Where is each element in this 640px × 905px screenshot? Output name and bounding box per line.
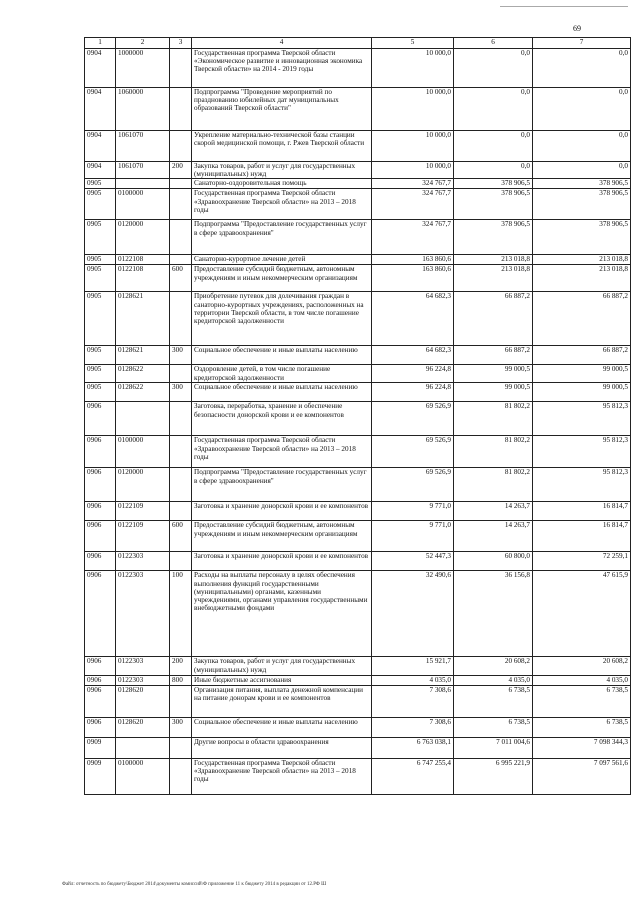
- amount-col7-cell: 213 018,8: [533, 255, 631, 265]
- amount-col7-cell: 95 812,3: [533, 436, 631, 468]
- description-cell: Социальное обеспечение и иные выплаты населению: [192, 346, 372, 365]
- amount-col6-cell: 6 738,5: [454, 717, 533, 737]
- expense-type-cell: [170, 402, 192, 436]
- expense-type-cell: [170, 131, 192, 162]
- description-cell: Подпрограмма "Предоставление государственных услуг в сфере здравоохранения": [192, 468, 372, 502]
- amount-col6-cell: 0,0: [454, 88, 533, 131]
- amount-col5-cell: 15 921,7: [372, 657, 454, 676]
- table-row: [85, 468, 631, 502]
- column-header-7: 7: [533, 38, 631, 49]
- amount-col7-cell: 6 738,5: [533, 685, 631, 717]
- amount-col7-cell: 0,0: [533, 162, 631, 179]
- amount-col7-cell: 6 738,5: [533, 717, 631, 737]
- section-code-cell: 0909: [85, 758, 116, 794]
- amount-col7-cell: 0,0: [533, 131, 631, 162]
- amount-col7-cell: 16 814,7: [533, 502, 631, 521]
- amount-col7-cell: 95 812,3: [533, 468, 631, 502]
- expense-type-cell: [170, 365, 192, 383]
- expense-type-cell: 100: [170, 571, 192, 657]
- description-cell: Предоставление субсидий бюджетным, автономным учреждениям и иным некоммерческим организациям: [192, 265, 372, 292]
- page-number: 69: [573, 24, 581, 33]
- table-row: [85, 657, 631, 676]
- target-code-cell: 0122303: [116, 676, 170, 685]
- amount-col7-cell: 7 097 561,6: [533, 758, 631, 794]
- amount-col5-cell: 10 000,0: [372, 49, 454, 88]
- section-code-cell: 0906: [85, 685, 116, 717]
- description-cell: Предоставление субсидий бюджетным, автономным учреждениям и иным некоммерческим организациям: [192, 521, 372, 552]
- target-code-cell: 0122303: [116, 552, 170, 571]
- column-header-1: 1: [85, 38, 116, 49]
- description-cell: Другие вопросы в области здравоохранения: [192, 737, 372, 758]
- amount-col6-cell: 6 995 221,9: [454, 758, 533, 794]
- amount-col5-cell: 10 000,0: [372, 162, 454, 179]
- target-code-cell: 0100000: [116, 758, 170, 794]
- amount-col7-cell: 213 018,8: [533, 265, 631, 292]
- description-cell: Закупка товаров, работ и услуг для государственных (муниципальных) нужд: [192, 657, 372, 676]
- amount-col7-cell: 16 814,7: [533, 521, 631, 552]
- amount-col7-cell: 66 887,2: [533, 346, 631, 365]
- section-code-cell: 0905: [85, 179, 116, 189]
- column-header-2: 2: [116, 38, 170, 49]
- amount-col5-cell: 52 447,3: [372, 552, 454, 571]
- amount-col7-cell: 7 098 344,3: [533, 737, 631, 758]
- amount-col5-cell: 6 763 038,1: [372, 737, 454, 758]
- table-row: [85, 88, 631, 131]
- section-code-cell: 0904: [85, 88, 116, 131]
- amount-col5-cell: 324 767,7: [372, 189, 454, 220]
- target-code-cell: 0100000: [116, 189, 170, 220]
- amount-col5-cell: 163 860,6: [372, 265, 454, 292]
- top-edge-line: [500, 6, 628, 7]
- table-row: [85, 162, 631, 179]
- amount-col7-cell: 99 000,5: [533, 383, 631, 402]
- table-row: [85, 265, 631, 292]
- amount-col6-cell: 378 906,5: [454, 220, 533, 255]
- description-cell: Оздоровление детей, в том числе погашение кредиторской задолженности: [192, 365, 372, 383]
- expense-type-cell: 200: [170, 162, 192, 179]
- table-row: [85, 436, 631, 468]
- section-code-cell: 0904: [85, 162, 116, 179]
- table-row: [85, 292, 631, 346]
- amount-col5-cell: 324 767,7: [372, 220, 454, 255]
- section-code-cell: 0906: [85, 657, 116, 676]
- description-cell: Социальное обеспечение и иные выплаты населению: [192, 383, 372, 402]
- section-code-cell: 0905: [85, 292, 116, 346]
- target-code-cell: 0128621: [116, 292, 170, 346]
- amount-col6-cell: 213 018,8: [454, 265, 533, 292]
- description-cell: Укрепление материально-технической базы станции скорой медицинской помощи, г. Ржев Тверской области: [192, 131, 372, 162]
- description-cell: Заготовка и хранение донорской крови и ее компонентов: [192, 552, 372, 571]
- expense-type-cell: 600: [170, 265, 192, 292]
- amount-col6-cell: 213 018,8: [454, 255, 533, 265]
- description-cell: Государственная программа Тверской области «Здравоохранение Тверской области» на 2013 – 2018 годы: [192, 189, 372, 220]
- section-code-cell: 0905: [85, 220, 116, 255]
- section-code-cell: 0904: [85, 131, 116, 162]
- expense-type-cell: 300: [170, 717, 192, 737]
- amount-col7-cell: 72 259,1: [533, 552, 631, 571]
- section-code-cell: 0906: [85, 502, 116, 521]
- table-row: [85, 502, 631, 521]
- table-row: [85, 189, 631, 220]
- table-row: [85, 131, 631, 162]
- amount-col5-cell: 324 767,7: [372, 179, 454, 189]
- expense-type-cell: [170, 685, 192, 717]
- amount-col6-cell: 36 156,8: [454, 571, 533, 657]
- column-header-6: 6: [454, 38, 533, 49]
- expense-type-cell: [170, 220, 192, 255]
- amount-col7-cell: 378 906,5: [533, 179, 631, 189]
- description-cell: Подпрограмма "Предоставление государственных услуг в сфере здравоохранения": [192, 220, 372, 255]
- target-code-cell: 1061070: [116, 131, 170, 162]
- target-code-cell: 0128620: [116, 717, 170, 737]
- amount-col7-cell: 47 615,9: [533, 571, 631, 657]
- amount-col5-cell: 69 526,9: [372, 436, 454, 468]
- expense-type-cell: [170, 255, 192, 265]
- section-code-cell: 0904: [85, 49, 116, 88]
- target-code-cell: 0122108: [116, 265, 170, 292]
- amount-col5-cell: 32 490,6: [372, 571, 454, 657]
- expense-type-cell: 300: [170, 346, 192, 365]
- amount-col6-cell: 378 906,5: [454, 189, 533, 220]
- section-code-cell: 0906: [85, 402, 116, 436]
- description-cell: Подпрограмма "Проведение мероприятий по празднованию юбилейных дат муниципальных образований Тверской области": [192, 88, 372, 131]
- target-code-cell: 0128622: [116, 365, 170, 383]
- description-cell: Организация питания, выплата денежной компенсации на питание донорам крови и ее компонентов: [192, 685, 372, 717]
- target-code-cell: 1000000: [116, 49, 170, 88]
- section-code-cell: 0905: [85, 383, 116, 402]
- target-code-cell: 0120000: [116, 220, 170, 255]
- amount-col5-cell: 9 771,0: [372, 502, 454, 521]
- amount-col6-cell: 20 608,2: [454, 657, 533, 676]
- section-code-cell: 0906: [85, 468, 116, 502]
- amount-col6-cell: 6 738,5: [454, 685, 533, 717]
- table-row: [85, 49, 631, 88]
- target-code-cell: 0122109: [116, 521, 170, 552]
- description-cell: Заготовка, переработка, хранение и обеспечение безопасности донорской крови и ее компонентов: [192, 402, 372, 436]
- target-code-cell: 1061070: [116, 162, 170, 179]
- amount-col7-cell: 378 906,5: [533, 220, 631, 255]
- amount-col6-cell: 14 263,7: [454, 502, 533, 521]
- amount-col7-cell: 20 608,2: [533, 657, 631, 676]
- expense-type-cell: [170, 88, 192, 131]
- target-code-cell: 0122303: [116, 571, 170, 657]
- amount-col6-cell: 81 802,2: [454, 402, 533, 436]
- amount-col5-cell: 69 526,9: [372, 468, 454, 502]
- section-code-cell: 0905: [85, 346, 116, 365]
- table-row: [85, 676, 631, 685]
- table-row: [85, 365, 631, 383]
- table-row: [85, 179, 631, 189]
- description-cell: Государственная программа Тверской области «Здравоохранение Тверской области» на 2013 – 2018 годы: [192, 436, 372, 468]
- amount-col6-cell: 81 802,2: [454, 436, 533, 468]
- expense-type-cell: [170, 292, 192, 346]
- expense-type-cell: 600: [170, 521, 192, 552]
- target-code-cell: 1060000: [116, 88, 170, 131]
- description-cell: Расходы на выплаты персоналу в целях обеспечения выполнения функций государственными (муниципальными) органами, казенными учреждениями, органами управления государственными внебюджетными фондами: [192, 571, 372, 657]
- amount-col5-cell: 9 771,0: [372, 521, 454, 552]
- description-cell: Заготовка и хранение донорской крови и ее компонентов: [192, 502, 372, 521]
- description-cell: Закупка товаров, работ и услуг для государственных (муниципальных) нужд: [192, 162, 372, 179]
- column-header-5: 5: [372, 38, 454, 49]
- amount-col7-cell: 99 000,5: [533, 365, 631, 383]
- amount-col6-cell: 0,0: [454, 162, 533, 179]
- description-cell: Санаторно-оздоровительная помощь: [192, 179, 372, 189]
- target-code-cell: 0120000: [116, 468, 170, 502]
- section-code-cell: 0906: [85, 521, 116, 552]
- section-code-cell: 0906: [85, 436, 116, 468]
- amount-col6-cell: 4 035,0: [454, 676, 533, 685]
- target-code-cell: 0128621: [116, 346, 170, 365]
- amount-col5-cell: 96 224,8: [372, 365, 454, 383]
- description-cell: Государственная программа Тверской области «Экономическое развитие и инновационная экономика Тверской области» на 2014 - 2019 годы: [192, 49, 372, 88]
- table-row: [85, 402, 631, 436]
- section-code-cell: 0906: [85, 676, 116, 685]
- file-path-footer: Файл: отчетность по бюджету\Бюджет 2014\документы комиссий\Ф приложение 11 к бюджету 2014 в редакции от 12.РФ Ш: [62, 882, 327, 887]
- table-header-row: [85, 38, 631, 49]
- amount-col7-cell: 0,0: [533, 88, 631, 131]
- expense-type-cell: 200: [170, 657, 192, 676]
- amount-col6-cell: 0,0: [454, 131, 533, 162]
- amount-col6-cell: 378 906,5: [454, 179, 533, 189]
- description-cell: Иные бюджетные ассигнования: [192, 676, 372, 685]
- amount-col5-cell: 96 224,8: [372, 383, 454, 402]
- section-code-cell: 0905: [85, 189, 116, 220]
- table-row: [85, 737, 631, 758]
- amount-col6-cell: 14 263,7: [454, 521, 533, 552]
- target-code-cell: 0122303: [116, 657, 170, 676]
- table-row: [85, 717, 631, 737]
- amount-col5-cell: 163 860,6: [372, 255, 454, 265]
- amount-col7-cell: 378 906,5: [533, 189, 631, 220]
- section-code-cell: 0909: [85, 737, 116, 758]
- target-code-cell: 0122108: [116, 255, 170, 265]
- amount-col7-cell: 4 035,0: [533, 676, 631, 685]
- amount-col6-cell: 99 000,5: [454, 365, 533, 383]
- target-code-cell: 0122109: [116, 502, 170, 521]
- target-code-cell: [116, 402, 170, 436]
- table-row: [85, 685, 631, 717]
- target-code-cell: [116, 179, 170, 189]
- amount-col5-cell: 10 000,0: [372, 88, 454, 131]
- amount-col5-cell: 64 682,3: [372, 346, 454, 365]
- expense-type-cell: [170, 468, 192, 502]
- amount-col5-cell: 69 526,9: [372, 402, 454, 436]
- budget-table: [84, 37, 631, 795]
- expense-type-cell: [170, 179, 192, 189]
- amount-col7-cell: 95 812,3: [533, 402, 631, 436]
- table-row: [85, 346, 631, 365]
- expense-type-cell: [170, 758, 192, 794]
- expense-type-cell: [170, 737, 192, 758]
- amount-col5-cell: 7 308,6: [372, 685, 454, 717]
- amount-col6-cell: 7 011 004,6: [454, 737, 533, 758]
- column-header-3: 3: [170, 38, 192, 49]
- target-code-cell: 0128620: [116, 685, 170, 717]
- table-row: [85, 255, 631, 265]
- section-code-cell: 0906: [85, 717, 116, 737]
- table-row: [85, 521, 631, 552]
- amount-col5-cell: 4 035,0: [372, 676, 454, 685]
- amount-col5-cell: 7 308,6: [372, 717, 454, 737]
- expense-type-cell: [170, 502, 192, 521]
- expense-type-cell: [170, 189, 192, 220]
- column-header-4: 4: [192, 38, 372, 49]
- amount-col6-cell: 66 887,2: [454, 292, 533, 346]
- amount-col7-cell: 66 887,2: [533, 292, 631, 346]
- section-code-cell: 0905: [85, 265, 116, 292]
- amount-col5-cell: 6 747 255,4: [372, 758, 454, 794]
- expense-type-cell: [170, 552, 192, 571]
- description-cell: Приобретение путевок для долечивания граждан в санаторно-курортных учреждениях, расположенных на территории Тверской области, в том числе погашение кредиторской задолженности: [192, 292, 372, 346]
- target-code-cell: 0100000: [116, 436, 170, 468]
- target-code-cell: [116, 737, 170, 758]
- amount-col6-cell: 66 887,2: [454, 346, 533, 365]
- section-code-cell: 0905: [85, 255, 116, 265]
- description-cell: Санаторно-курортное лечение детей: [192, 255, 372, 265]
- expense-type-cell: 300: [170, 383, 192, 402]
- section-code-cell: 0906: [85, 552, 116, 571]
- target-code-cell: 0128622: [116, 383, 170, 402]
- amount-col5-cell: 64 682,3: [372, 292, 454, 346]
- table-row: [85, 383, 631, 402]
- description-cell: Государственная программа Тверской области «Здравоохранение Тверской области» на 2013 – 2018 годы: [192, 758, 372, 794]
- table-row: [85, 758, 631, 794]
- table-row: [85, 571, 631, 657]
- amount-col5-cell: 10 000,0: [372, 131, 454, 162]
- expense-type-cell: 800: [170, 676, 192, 685]
- expense-type-cell: [170, 436, 192, 468]
- amount-col7-cell: 0,0: [533, 49, 631, 88]
- amount-col6-cell: 60 800,0: [454, 552, 533, 571]
- section-code-cell: 0906: [85, 571, 116, 657]
- description-cell: Социальное обеспечение и иные выплаты населению: [192, 717, 372, 737]
- table-row: [85, 220, 631, 255]
- table-row: [85, 552, 631, 571]
- expense-type-cell: [170, 49, 192, 88]
- amount-col6-cell: 0,0: [454, 49, 533, 88]
- section-code-cell: 0905: [85, 365, 116, 383]
- amount-col6-cell: 99 000,5: [454, 383, 533, 402]
- amount-col6-cell: 81 802,2: [454, 468, 533, 502]
